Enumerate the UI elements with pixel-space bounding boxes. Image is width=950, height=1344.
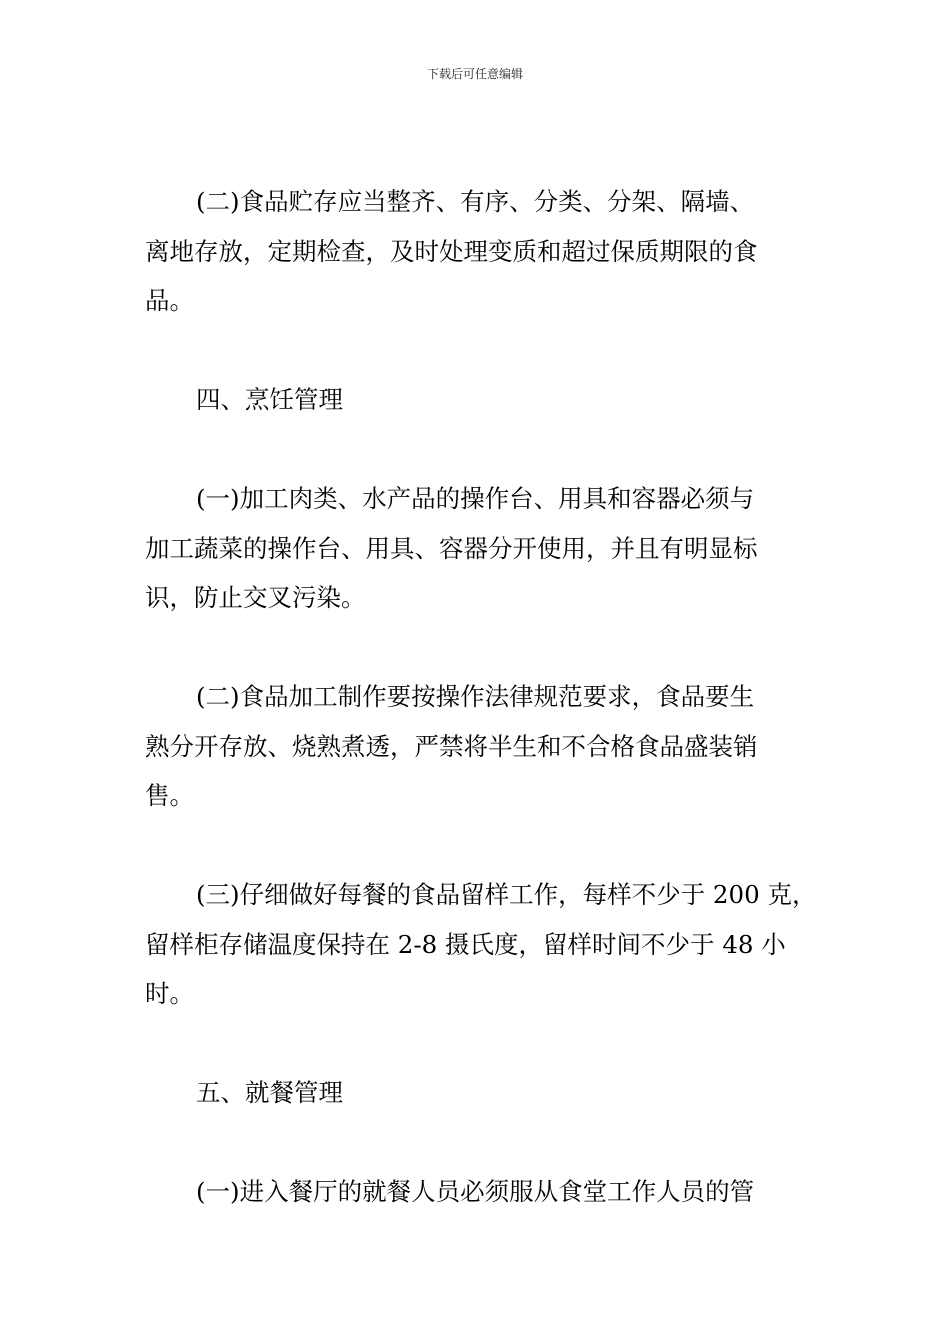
heading-text: 四、烹饪管理: [196, 385, 343, 414]
text-line: 加工蔬菜的操作台、用具、容器分开使用，并且有明显标: [145, 533, 758, 563]
section-heading-dining: [145, 1068, 807, 1118]
text-line: (三)仔细做好每餐的食品留样工作，每样不少于 200 克，: [196, 880, 817, 909]
page-header-note: 下载后可任意编辑: [426, 67, 523, 81]
text-line: 熟分开存放、烧熟煮透，严禁将半生和不合格食品盛装销: [145, 731, 758, 761]
document-body: [145, 177, 817, 1266]
paragraph-dining-1: [145, 1167, 807, 1217]
text-line: 留样柜存储温度保持在 2-8 摄氏度，留样时间不少于 48 小: [145, 929, 786, 959]
paragraph-cooking-2: [145, 672, 807, 821]
text-line: (一)进入餐厅的就餐人员必须服从食堂工作人员的管: [196, 1177, 755, 1206]
text-line: (二)食品加工制作要按操作法律规范要求，食品要生: [196, 682, 755, 711]
section-heading-cooking: [145, 375, 807, 425]
text-line: 品。: [145, 286, 194, 315]
paragraph-cooking-1: [145, 474, 807, 623]
text-line: 时。: [145, 979, 194, 1008]
text-line: 售。: [145, 781, 194, 810]
paragraph-cooking-3: [145, 870, 817, 1019]
heading-text: 五、就餐管理: [196, 1078, 343, 1107]
text-line: (二)食品贮存应当整齐、有序、分类、分架、隔墙、: [196, 187, 755, 216]
text-line: 识，防止交叉污染。: [145, 583, 366, 612]
text-line: 离地存放，定期检查，及时处理变质和超过保质期限的食: [145, 236, 758, 266]
text-line: (一)加工肉类、水产品的操作台、用具和容器必须与: [196, 484, 755, 513]
paragraph-storage-2: [145, 177, 807, 326]
